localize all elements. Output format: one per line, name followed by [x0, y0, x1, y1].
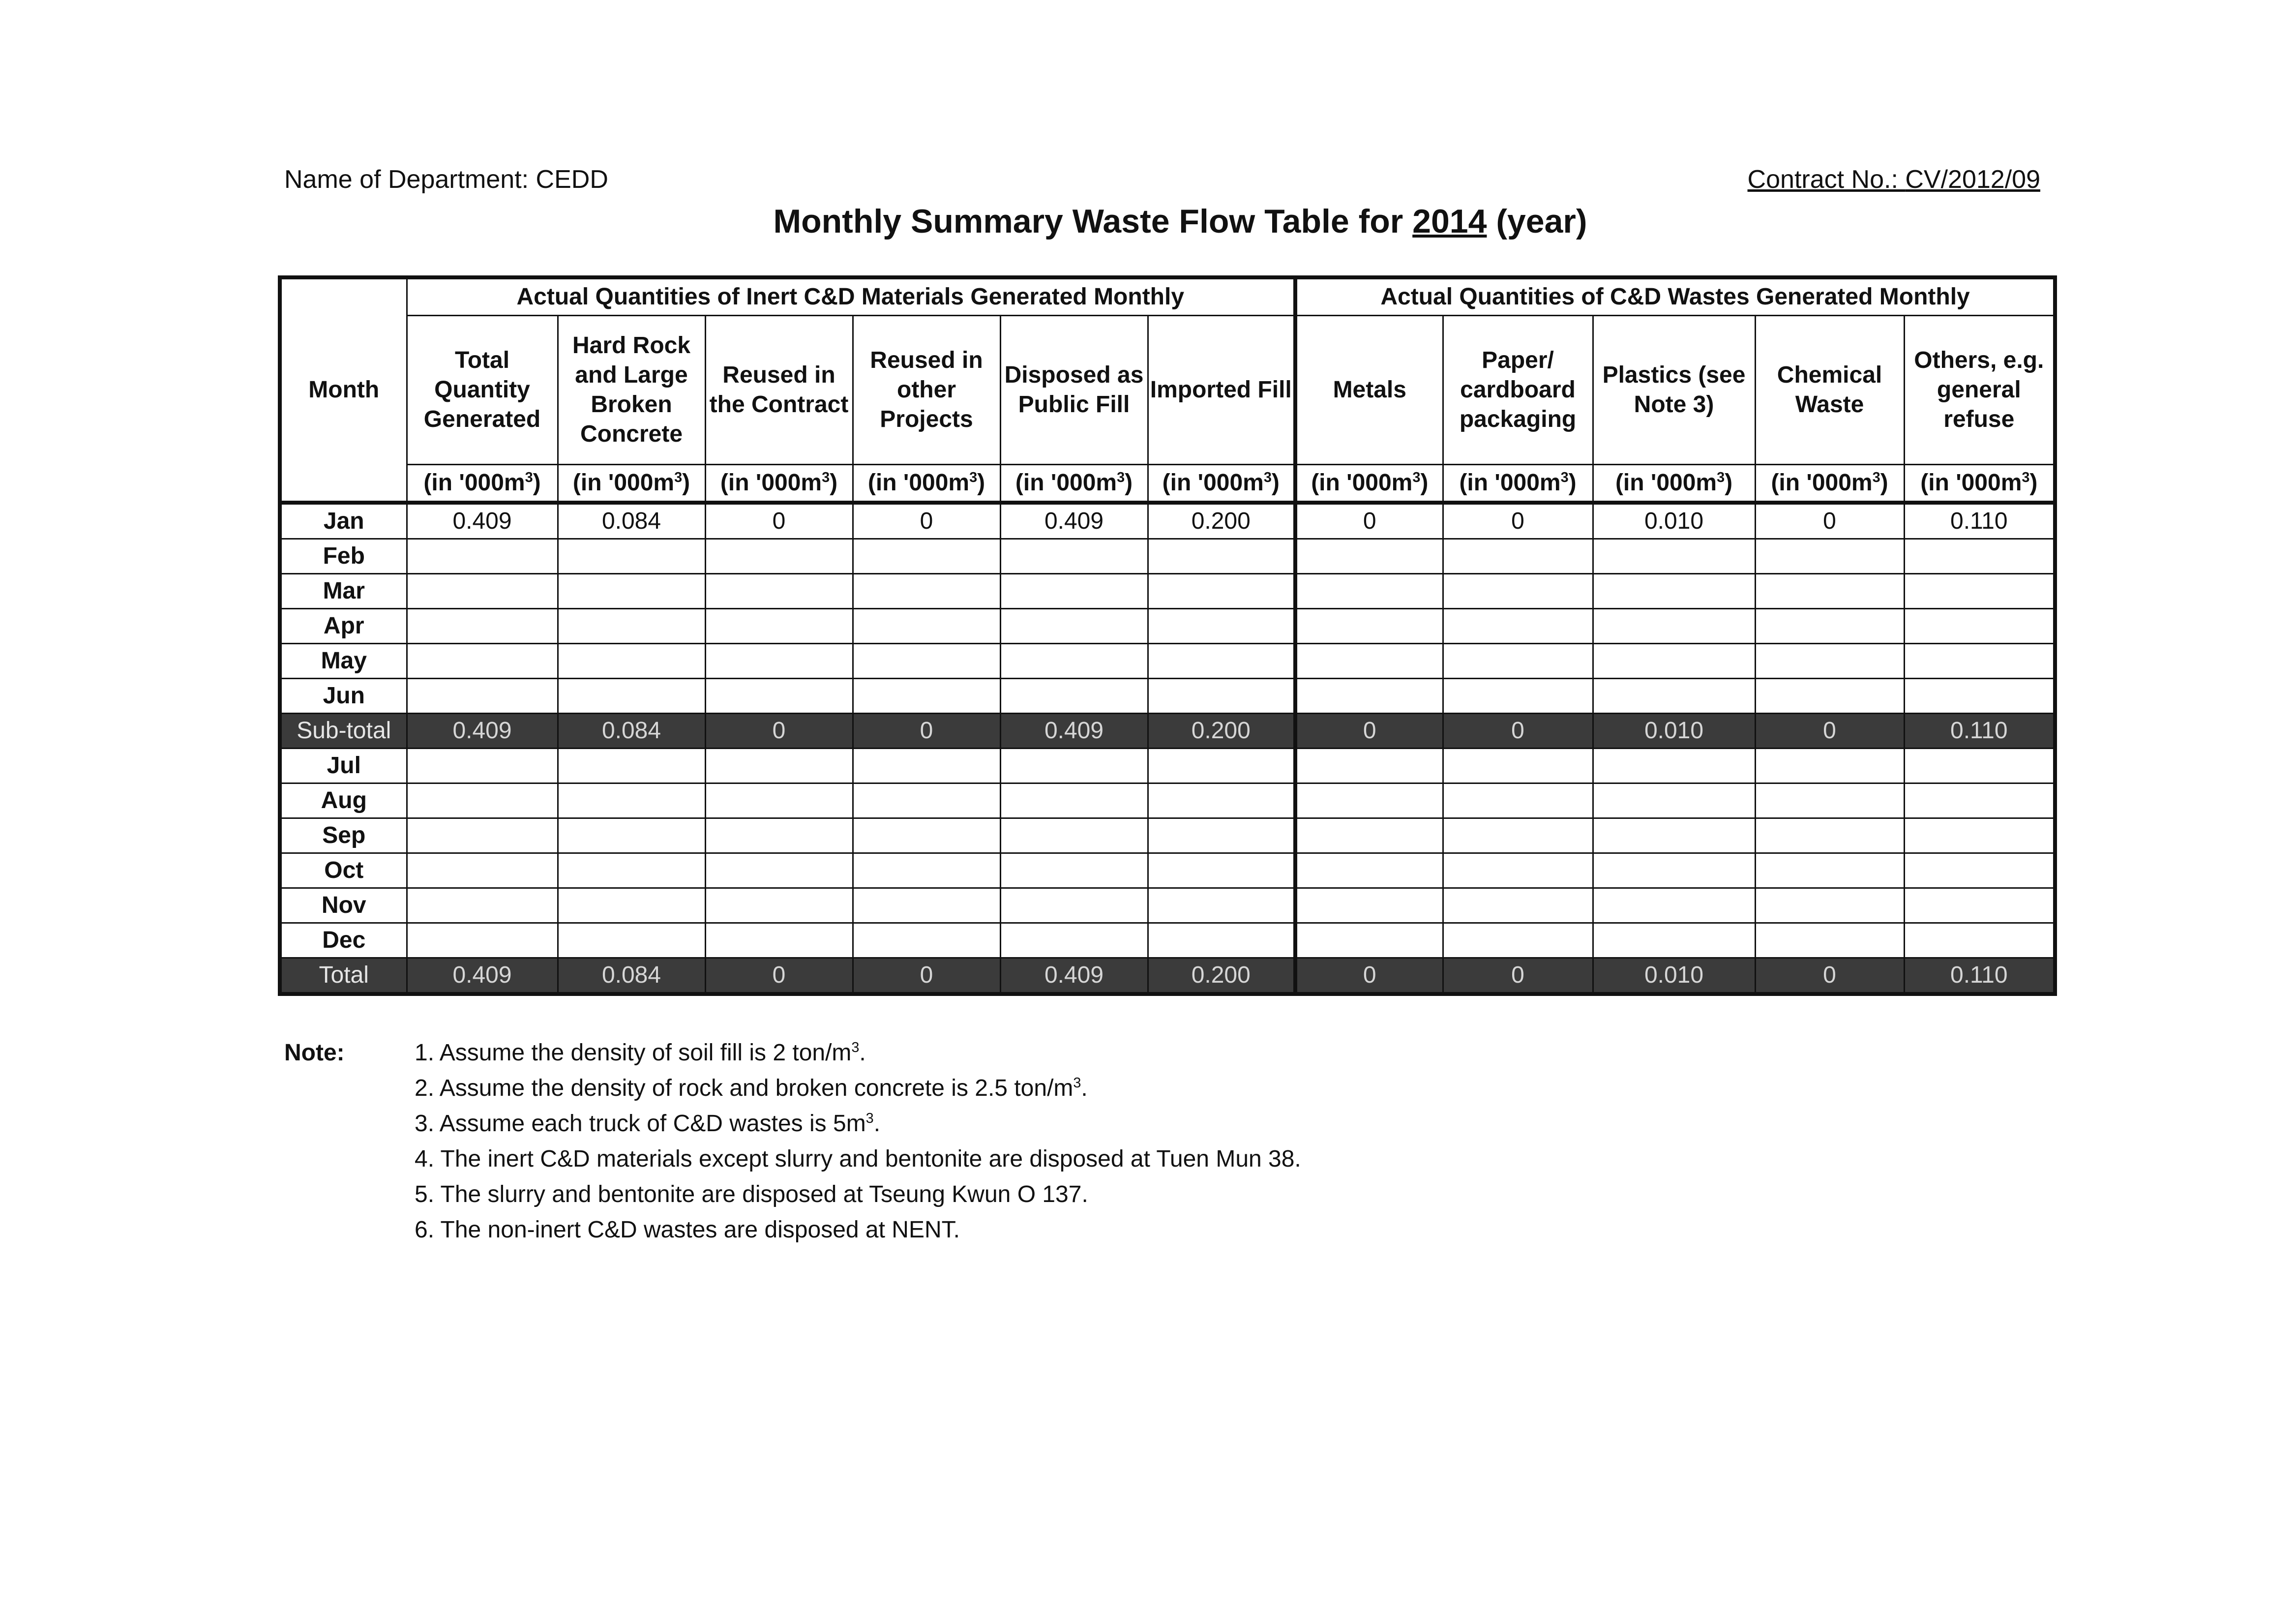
- value-cell: [558, 749, 705, 783]
- unit-label: (in '$000m^3$): [705, 465, 853, 503]
- value-cell: 0.084: [558, 503, 705, 539]
- value-cell: [1904, 749, 2055, 783]
- value-cell: [1593, 574, 1755, 609]
- value-cell: [1148, 888, 1295, 923]
- value-cell: [1755, 818, 1904, 853]
- value-cell: [1148, 818, 1295, 853]
- month-cell: Apr: [280, 609, 407, 644]
- table-row: [280, 783, 2055, 818]
- value-cell: [1755, 574, 1904, 609]
- month-cell: Sub-total: [280, 714, 407, 749]
- value-cell: [1000, 783, 1148, 818]
- value-cell: [1593, 644, 1755, 679]
- value-cell: 0: [1443, 714, 1593, 749]
- value-cell: [407, 539, 558, 574]
- title-suffix: (year): [1487, 203, 1587, 240]
- value-cell: [705, 783, 853, 818]
- value-cell: [705, 749, 853, 783]
- summary-row: [280, 958, 2055, 994]
- value-cell: [1000, 609, 1148, 644]
- value-cell: [1443, 574, 1593, 609]
- value-cell: [407, 853, 558, 888]
- value-cell: 0: [1755, 714, 1904, 749]
- value-cell: [705, 888, 853, 923]
- month-cell: May: [280, 644, 407, 679]
- value-cell: [407, 644, 558, 679]
- value-cell: 0: [1443, 503, 1593, 539]
- value-cell: 0: [853, 958, 1000, 994]
- value-cell: 0.110: [1904, 714, 2055, 749]
- unit-label: (in '$000m^3$): [1755, 465, 1904, 503]
- table-row: [280, 539, 2055, 574]
- value-cell: [1000, 574, 1148, 609]
- value-cell: [1295, 818, 1443, 853]
- value-cell: [1443, 679, 1593, 714]
- value-cell: [1148, 923, 1295, 958]
- column-header: Metals: [1295, 316, 1443, 465]
- value-cell: [853, 539, 1000, 574]
- value-cell: [558, 888, 705, 923]
- month-cell: Total: [280, 958, 407, 994]
- value-cell: 0: [1755, 503, 1904, 539]
- value-cell: [1443, 539, 1593, 574]
- value-cell: [1443, 644, 1593, 679]
- note-item: 3. Assume each truck of C&D wastes is $5m^3$.: [415, 1111, 881, 1137]
- value-cell: [558, 783, 705, 818]
- unit-label: (in '$000m^3$): [1904, 465, 2055, 503]
- column-header: Disposed as Public Fill: [1000, 316, 1148, 465]
- table-row: [280, 853, 2055, 888]
- value-cell: 0.200: [1148, 503, 1295, 539]
- value-cell: [853, 853, 1000, 888]
- value-cell: [558, 609, 705, 644]
- value-cell: [1755, 783, 1904, 818]
- value-cell: [1295, 888, 1443, 923]
- value-cell: 0: [1295, 958, 1443, 994]
- value-cell: [1755, 853, 1904, 888]
- value-cell: [853, 609, 1000, 644]
- value-cell: 0.010: [1593, 503, 1755, 539]
- title-prefix: Monthly Summary Waste Flow Table for: [773, 203, 1413, 240]
- month-cell: Sep: [280, 818, 407, 853]
- value-cell: [1000, 818, 1148, 853]
- table-row: [280, 888, 2055, 923]
- value-cell: [853, 783, 1000, 818]
- value-cell: [1904, 853, 2055, 888]
- note-item: 4. The inert C&D materials except slurry and bentonite are disposed at Tuen Mun 38.: [415, 1146, 1301, 1172]
- month-cell: Aug: [280, 783, 407, 818]
- value-cell: [407, 923, 558, 958]
- value-cell: [1593, 888, 1755, 923]
- value-cell: [407, 888, 558, 923]
- value-cell: [1295, 574, 1443, 609]
- value-cell: 0: [1295, 503, 1443, 539]
- value-cell: [558, 644, 705, 679]
- notes-label: Note:: [284, 1040, 345, 1066]
- waste-flow-table: [278, 275, 2057, 996]
- value-cell: [1904, 888, 2055, 923]
- value-cell: [1295, 923, 1443, 958]
- value-cell: 0: [705, 714, 853, 749]
- value-cell: [1295, 853, 1443, 888]
- value-cell: [558, 818, 705, 853]
- value-cell: [1904, 644, 2055, 679]
- value-cell: [558, 923, 705, 958]
- notes-list: [415, 1035, 1301, 1248]
- value-cell: [1295, 783, 1443, 818]
- value-cell: 0.409: [1000, 958, 1148, 994]
- table-row: [280, 749, 2055, 783]
- value-cell: [853, 679, 1000, 714]
- table-row: [280, 679, 2055, 714]
- value-cell: [1593, 749, 1755, 783]
- value-cell: [1443, 888, 1593, 923]
- value-cell: 0: [1295, 714, 1443, 749]
- value-cell: 0.409: [407, 503, 558, 539]
- table-row: [280, 644, 2055, 679]
- note-item: 6. The non-inert C&D wastes are disposed at NENT.: [415, 1217, 960, 1243]
- value-cell: 0.010: [1593, 714, 1755, 749]
- month-cell: Oct: [280, 853, 407, 888]
- value-cell: [1755, 539, 1904, 574]
- value-cell: [1755, 888, 1904, 923]
- inert-group-header: Actual Quantities of Inert C&D Materials Generated Monthly: [407, 277, 1295, 316]
- month-cell: Dec: [280, 923, 407, 958]
- value-cell: [1295, 679, 1443, 714]
- value-cell: [407, 609, 558, 644]
- value-cell: 0.084: [558, 714, 705, 749]
- value-cell: 0: [705, 958, 853, 994]
- table-row: [280, 574, 2055, 609]
- column-header: Paper/ cardboard packaging: [1443, 316, 1593, 465]
- column-header: Hard Rock and Large Broken Concrete: [558, 316, 705, 465]
- value-cell: [407, 679, 558, 714]
- unit-label: (in '$000m^3$): [558, 465, 705, 503]
- note-item: 1. Assume the density of soil fill is 2 ton/$m^3$.: [415, 1040, 866, 1066]
- value-cell: [1904, 818, 2055, 853]
- value-cell: [1295, 539, 1443, 574]
- value-cell: [558, 679, 705, 714]
- value-cell: [1443, 783, 1593, 818]
- value-cell: [1295, 609, 1443, 644]
- title-year: 2014: [1412, 203, 1487, 240]
- value-cell: [705, 923, 853, 958]
- value-cell: [1593, 853, 1755, 888]
- unit-label: (in '$000m^3$): [407, 465, 558, 503]
- value-cell: [1295, 644, 1443, 679]
- value-cell: [1148, 749, 1295, 783]
- month-cell: Nov: [280, 888, 407, 923]
- value-cell: [407, 818, 558, 853]
- value-cell: 0.409: [1000, 714, 1148, 749]
- unit-label: (in '$000m^3$): [1000, 465, 1148, 503]
- value-cell: [1000, 923, 1148, 958]
- department-label: Name of Department: CEDD: [284, 165, 608, 194]
- column-header: Reused in other Projects: [853, 316, 1000, 465]
- value-cell: [705, 679, 853, 714]
- summary-row: [280, 714, 2055, 749]
- column-header: Reused in the Contract: [705, 316, 853, 465]
- value-cell: [1443, 818, 1593, 853]
- value-cell: [1904, 783, 2055, 818]
- value-cell: 0: [705, 503, 853, 539]
- contract-value: CV/2012/09: [1905, 165, 2040, 194]
- value-cell: [705, 539, 853, 574]
- value-cell: [1295, 749, 1443, 783]
- value-cell: [1904, 679, 2055, 714]
- value-cell: 0.010: [1593, 958, 1755, 994]
- column-header: Imported Fill: [1148, 316, 1295, 465]
- value-cell: [1904, 609, 2055, 644]
- value-cell: [558, 853, 705, 888]
- waste-group-header: Actual Quantities of C&D Wastes Generated Monthly: [1295, 277, 2055, 316]
- value-cell: [1148, 783, 1295, 818]
- month-cell: Jan: [280, 503, 407, 539]
- value-cell: [853, 749, 1000, 783]
- value-cell: [1593, 609, 1755, 644]
- value-cell: [1755, 644, 1904, 679]
- month-header: Month: [280, 277, 407, 503]
- value-cell: [705, 574, 853, 609]
- unit-label: (in '$000m^3$): [853, 465, 1000, 503]
- column-header: Total Quantity Generated: [407, 316, 558, 465]
- table-row: [280, 923, 2055, 958]
- value-cell: [407, 749, 558, 783]
- value-cell: [1148, 679, 1295, 714]
- contract-prefix: Contract No.:: [1747, 165, 1906, 194]
- value-cell: 0.084: [558, 958, 705, 994]
- value-cell: [705, 853, 853, 888]
- value-cell: [1755, 923, 1904, 958]
- value-cell: [1755, 749, 1904, 783]
- value-cell: [1593, 923, 1755, 958]
- value-cell: [1593, 783, 1755, 818]
- page-title: [492, 199, 1869, 243]
- value-cell: [558, 539, 705, 574]
- value-cell: [1000, 888, 1148, 923]
- table-row: [280, 503, 2055, 539]
- value-cell: 0.200: [1148, 958, 1295, 994]
- note-item: 2. Assume the density of rock and broken concrete is 2.5 ton/$m^3$.: [415, 1075, 1088, 1101]
- value-cell: [705, 609, 853, 644]
- unit-label: (in '$000m^3$): [1593, 465, 1755, 503]
- value-cell: [853, 888, 1000, 923]
- value-cell: 0.409: [407, 958, 558, 994]
- value-cell: [1000, 853, 1148, 888]
- month-cell: Mar: [280, 574, 407, 609]
- value-cell: 0: [1443, 958, 1593, 994]
- column-header: Chemical Waste: [1755, 316, 1904, 465]
- unit-label: (in '$000m^3$): [1443, 465, 1593, 503]
- value-cell: 0.200: [1148, 714, 1295, 749]
- value-cell: [407, 783, 558, 818]
- value-cell: [1443, 923, 1593, 958]
- department-name: [284, 162, 608, 197]
- value-cell: [1148, 574, 1295, 609]
- note-item: 5. The slurry and bentonite are disposed at Tseung Kwun O 137.: [415, 1181, 1088, 1207]
- value-cell: [1148, 644, 1295, 679]
- value-cell: [1148, 853, 1295, 888]
- month-cell: Jun: [280, 679, 407, 714]
- value-cell: [1443, 853, 1593, 888]
- value-cell: [558, 574, 705, 609]
- column-header: Others, e.g. general refuse: [1904, 316, 2055, 465]
- value-cell: [1000, 539, 1148, 574]
- value-cell: [1000, 749, 1148, 783]
- value-cell: [1593, 679, 1755, 714]
- value-cell: [705, 644, 853, 679]
- value-cell: [1904, 539, 2055, 574]
- column-header: Plastics (see Note 3): [1593, 316, 1755, 465]
- value-cell: [1148, 609, 1295, 644]
- value-cell: 0.110: [1904, 958, 2055, 994]
- value-cell: [1755, 609, 1904, 644]
- value-cell: [1904, 923, 2055, 958]
- value-cell: [1593, 818, 1755, 853]
- unit-label: (in '$000m^3$): [1295, 465, 1443, 503]
- value-cell: [1148, 539, 1295, 574]
- value-cell: [705, 818, 853, 853]
- value-cell: 0.409: [1000, 503, 1148, 539]
- value-cell: [1000, 644, 1148, 679]
- value-cell: 0: [1755, 958, 1904, 994]
- value-cell: [1443, 749, 1593, 783]
- value-cell: [853, 818, 1000, 853]
- value-cell: [1000, 679, 1148, 714]
- table-row: [280, 818, 2055, 853]
- value-cell: [1904, 574, 2055, 609]
- month-cell: Feb: [280, 539, 407, 574]
- unit-label: (in '$000m^3$): [1148, 465, 1295, 503]
- value-cell: [1443, 609, 1593, 644]
- value-cell: [1755, 679, 1904, 714]
- value-cell: 0: [853, 503, 1000, 539]
- value-cell: 0: [853, 714, 1000, 749]
- table-row: [280, 609, 2055, 644]
- value-cell: [1593, 539, 1755, 574]
- value-cell: [853, 644, 1000, 679]
- value-cell: [853, 923, 1000, 958]
- value-cell: [853, 574, 1000, 609]
- value-cell: 0.110: [1904, 503, 2055, 539]
- month-cell: Jul: [280, 749, 407, 783]
- contract-number: [1748, 162, 2040, 197]
- value-cell: [407, 574, 558, 609]
- value-cell: 0.409: [407, 714, 558, 749]
